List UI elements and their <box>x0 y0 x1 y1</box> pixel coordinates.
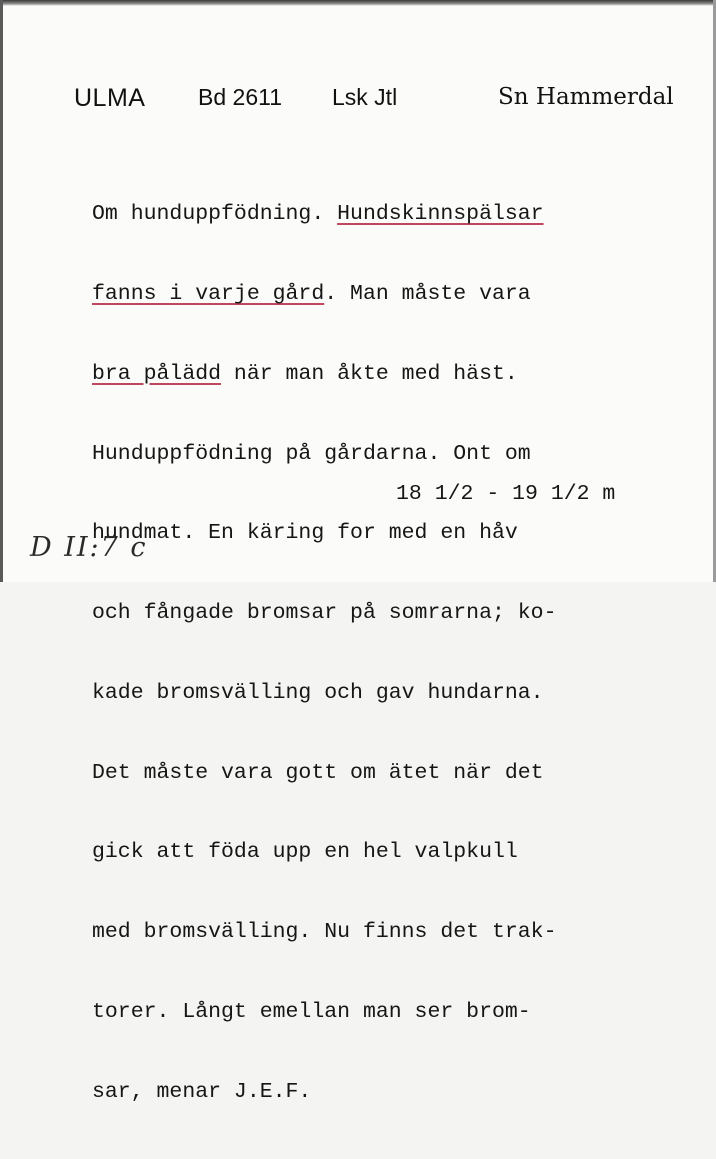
text-line: Hunduppfödning på gårdarna. Ont om <box>92 441 531 466</box>
text-line: bra pålädd när man åkte med häst. <box>92 361 518 386</box>
card-left-edge <box>0 0 3 582</box>
underlined-phrase: fanns i varje gård <box>92 281 325 306</box>
text-line: hundmat. En käring for med en håv <box>92 521 518 546</box>
card-body-text <box>92 148 692 1159</box>
text-line: Det måste vara gott om ätet när det <box>92 760 544 785</box>
text-line: Om hunduppfödning. Hundskinnspälsar <box>92 202 544 227</box>
text-line: och fångade bromsar på somrarna; ko- <box>92 601 557 626</box>
underlined-phrase: bra pålädd <box>92 361 222 386</box>
text-line: sar, menar J.E.F. <box>92 1079 312 1104</box>
card-header <box>74 84 696 118</box>
text-line: fanns i varje gård. Man måste vara <box>92 281 531 306</box>
handwritten-signum: D II:7 c <box>30 532 148 563</box>
underlined-phrase: Hundskinnspälsar <box>337 202 544 227</box>
region-code: Lsk Jtl <box>332 84 398 110</box>
text-line: kade bromsvälling och gav hundarna. <box>92 680 544 705</box>
text-line: gick att föda upp en hel valpkull <box>92 840 518 865</box>
text-line: torer. Långt emellan man ser brom- <box>92 1000 531 1024</box>
text-line: med bromsvälling. Nu finns det trak- <box>92 920 557 945</box>
archive-code: ULMA <box>74 84 146 112</box>
parish-name: Sn Hammerdal <box>498 84 674 110</box>
measurement-range: 18 1/2 - 19 1/2 m <box>396 482 616 506</box>
volume-number: Bd 2611 <box>198 84 282 110</box>
card-top-edge <box>0 0 716 6</box>
